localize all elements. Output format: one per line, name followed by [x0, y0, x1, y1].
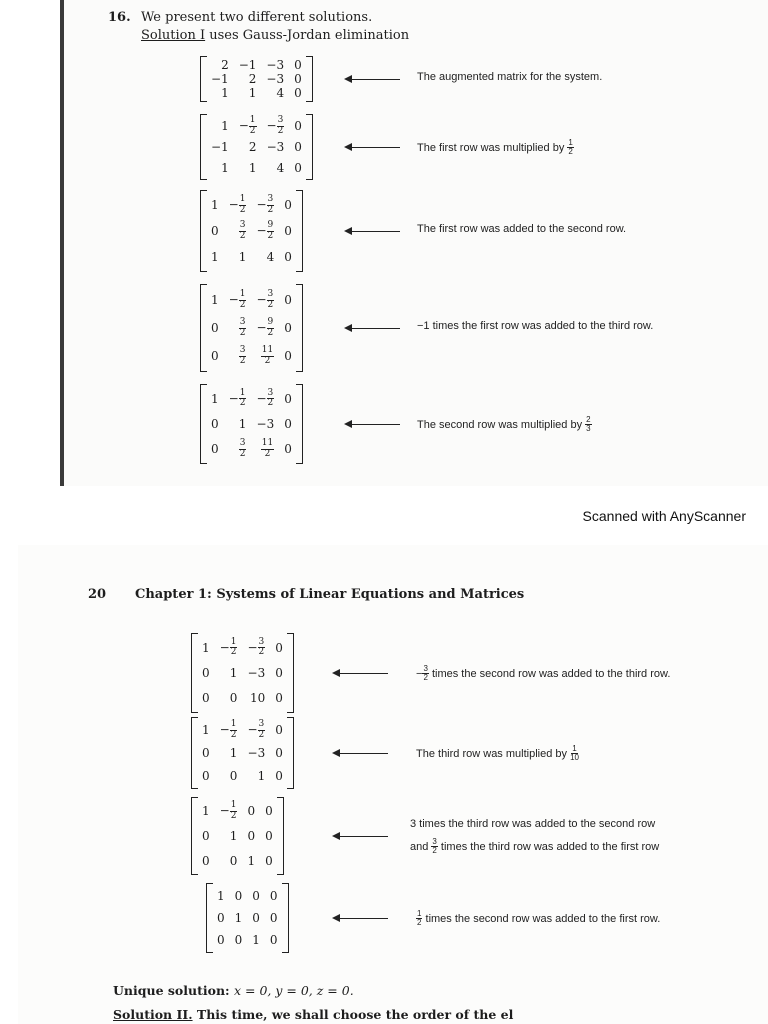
numerator: 1	[249, 115, 256, 126]
augmented-matrix	[200, 190, 303, 272]
numerator: 11	[261, 438, 274, 449]
matrix-entry: 0	[202, 768, 210, 783]
matrix-entry: − $\frac{1}{2}$	[219, 636, 237, 658]
matrix-entry: 0	[202, 665, 210, 680]
matrix-entry: −3	[266, 58, 285, 72]
matrix-entry: − $\frac{9}{2}$	[256, 317, 274, 338]
matrix-cells	[198, 633, 287, 713]
matrix-entry: 1	[211, 250, 219, 264]
denominator: 2	[258, 647, 265, 658]
denominator: 2	[417, 918, 422, 928]
matrix-entry: 0	[275, 640, 283, 655]
matrix-entry: −1	[211, 139, 229, 154]
matrix-cells	[198, 717, 287, 789]
matrix-entry: 0	[217, 933, 225, 947]
left-arrow	[346, 79, 400, 80]
matrix-entry: 1	[221, 160, 229, 175]
numerator: 11	[261, 345, 274, 356]
denominator: 2	[239, 327, 246, 338]
matrix-entry: 0	[284, 416, 292, 431]
numerator: 2	[586, 415, 591, 424]
denominator: 2	[267, 230, 274, 241]
numerator: 3	[423, 664, 428, 673]
note-fraction	[570, 744, 579, 763]
matrix-entry: 1	[229, 665, 238, 680]
numerator: 3	[258, 636, 265, 647]
left-arrow	[334, 918, 388, 919]
numerator: 1	[417, 909, 422, 918]
augmented-matrix	[200, 114, 313, 180]
numerator: 1	[239, 194, 246, 205]
matrix-entry: 1	[257, 768, 266, 783]
note-fraction	[567, 138, 573, 157]
denominator: 3	[586, 424, 591, 434]
matrix-entry: 4	[266, 250, 275, 264]
note-text: The first row was added to the second row.	[417, 223, 627, 235]
fraction	[239, 195, 247, 215]
step-note	[417, 71, 602, 83]
numerator: 3	[239, 220, 246, 231]
numerator: 1	[572, 744, 577, 753]
matrix-entry: 0	[294, 160, 302, 175]
matrix-entry: 0	[284, 250, 292, 264]
denominator: 2	[267, 204, 274, 215]
denominator: 2	[239, 355, 246, 366]
matrix-entry: −3	[247, 665, 266, 680]
left-bracket	[200, 114, 207, 180]
matrix-cells	[207, 190, 296, 272]
numerator: 1	[230, 636, 237, 647]
note-text: times the second row was added to the first row.	[422, 912, 661, 925]
note-text: −1 times the first row was added to the third row.	[417, 320, 654, 332]
matrix-entry: 4	[276, 86, 285, 100]
fraction	[258, 638, 266, 658]
right-bracket	[296, 190, 303, 272]
matrix-entry: 1	[248, 160, 257, 175]
matrix-entry: 0	[294, 72, 302, 86]
numerator: 9	[267, 220, 274, 231]
fraction	[277, 116, 285, 136]
fraction	[239, 439, 247, 459]
right-bracket	[287, 717, 294, 789]
matrix-entry: 0	[275, 723, 283, 738]
numerator: 1	[230, 800, 237, 811]
denominator: 2	[239, 204, 246, 215]
left-bracket	[191, 633, 198, 713]
denominator: 2	[264, 448, 271, 459]
matrix-entry	[261, 439, 274, 459]
solution-two	[113, 1007, 513, 1022]
matrix-entry: 0	[275, 745, 283, 760]
solution-two-text: This time, we shall choose the order of the el	[192, 1007, 514, 1022]
matrix-entry: 1	[229, 745, 238, 760]
denominator: 2	[230, 810, 237, 821]
solution-heading	[141, 28, 409, 43]
matrix-entry: 0	[275, 691, 283, 706]
denominator: 2	[239, 448, 246, 459]
matrix-entry: 1	[229, 828, 238, 843]
step-note	[410, 818, 655, 830]
note-text: times the second row was added to the third row.	[428, 667, 671, 680]
matrix-entry: 0	[265, 853, 273, 868]
left-bracket	[200, 284, 207, 372]
matrix-entry: 0	[294, 86, 302, 100]
matrix-entry: − $\frac{1}{2}$	[228, 289, 246, 310]
matrix-entry: 1	[211, 293, 219, 307]
matrix-entry: 0	[234, 889, 243, 903]
matrix-entry: − $\frac{1}{2}$	[228, 194, 246, 215]
denominator: 2	[267, 299, 274, 310]
augmented-matrix	[206, 883, 289, 953]
matrix-entry: 0	[275, 768, 283, 783]
matrix-entry: 10	[249, 691, 266, 706]
matrix-entry: − $\frac{1}{2}$	[238, 115, 256, 136]
problem-intro: We present two different solutions.	[141, 10, 373, 25]
fraction	[267, 221, 275, 241]
denominator: 2	[432, 846, 437, 856]
denominator: 10	[570, 753, 579, 763]
matrix-entry: − $\frac{9}{2}$	[256, 220, 274, 241]
note-text: times the third row was added to the first row	[437, 840, 660, 853]
matrix-entry: 0	[202, 828, 210, 843]
matrix-entry: 2	[248, 139, 257, 154]
left-arrow	[334, 836, 388, 837]
matrix-entry: 0	[211, 442, 219, 457]
matrix-entry: − $\frac{3}{2}$	[247, 636, 265, 658]
left-bracket	[200, 190, 207, 272]
bottom-page	[18, 545, 768, 1024]
matrix-entry: 0	[229, 853, 238, 868]
numerator: 1	[568, 138, 573, 147]
denominator: 2	[230, 647, 237, 658]
matrix-entry: − $\frac{3}{2}$	[266, 115, 284, 136]
fraction	[258, 720, 266, 740]
left-bracket	[191, 717, 198, 789]
matrix-entry: 0	[202, 745, 210, 760]
fraction	[261, 346, 274, 366]
matrix-entry: 0	[284, 391, 292, 406]
note-text: The second row was multiplied by	[417, 418, 586, 431]
augmented-matrix	[200, 284, 303, 372]
matrix-entry: −3	[247, 745, 266, 760]
matrix-entry: 1	[202, 804, 210, 819]
denominator: 2	[249, 125, 256, 136]
problem-number: 16.	[108, 10, 131, 25]
matrix-entry: 0	[294, 58, 302, 72]
matrix-entry: 1	[221, 86, 229, 100]
left-arrow	[346, 147, 400, 148]
matrix-entry: 0	[211, 416, 219, 431]
matrix-entry: 0	[284, 321, 292, 335]
numerator: 3	[239, 438, 246, 449]
matrix-entry: − $\frac{3}{2}$	[256, 387, 274, 409]
numerator: 3	[239, 345, 246, 356]
matrix-entry: 1	[248, 86, 257, 100]
fraction	[239, 290, 247, 310]
fraction	[239, 318, 247, 338]
numerator: 1	[239, 387, 246, 398]
step-note	[416, 745, 579, 763]
matrix-entry: 0	[234, 933, 243, 947]
step-note	[417, 416, 592, 434]
augmented-matrix	[191, 797, 284, 875]
matrix-entry: 1	[211, 391, 219, 406]
matrix-entry: 0	[252, 889, 260, 903]
denominator: 2	[277, 125, 284, 136]
matrix-cells	[213, 883, 282, 953]
denominator: 2	[423, 673, 428, 683]
unique-solution-value: x = 0, y = 0, z = 0.	[234, 983, 354, 998]
denominator: 2	[239, 398, 246, 409]
denominator: 2	[267, 327, 274, 338]
numerator: 1	[239, 289, 246, 300]
matrix-entry: 0	[217, 911, 225, 925]
step-note	[417, 320, 653, 332]
step-note	[417, 223, 626, 235]
augmented-matrix	[200, 56, 313, 102]
matrix-entry: 0	[269, 889, 278, 903]
matrix-cells	[207, 56, 306, 102]
numerator: 3	[239, 317, 246, 328]
note-text: and	[410, 840, 432, 853]
fraction	[570, 745, 579, 763]
right-bracket	[306, 114, 313, 180]
right-bracket	[287, 633, 294, 713]
numerator: 3	[267, 194, 274, 205]
matrix-entry	[239, 318, 247, 338]
top-page	[60, 0, 768, 486]
denominator: 2	[230, 729, 237, 740]
matrix-entry: 0	[269, 933, 278, 947]
matrix-entry: 0	[202, 853, 210, 868]
fraction	[261, 439, 274, 459]
numerator: 3	[267, 289, 274, 300]
matrix-entry: −1	[238, 58, 257, 72]
matrix-entry	[239, 439, 247, 459]
matrix-entry: 1	[252, 933, 260, 947]
denominator: 2	[267, 398, 274, 409]
matrix-entry: 0	[211, 224, 219, 238]
note-text: The first row was multiplied by	[417, 141, 568, 154]
fraction	[585, 416, 591, 434]
matrix-entry: 0	[284, 293, 292, 307]
fraction	[239, 389, 247, 409]
matrix-entry: 4	[276, 160, 285, 175]
note-text: −	[416, 667, 423, 680]
matrix-entry: 1	[217, 889, 225, 903]
fraction	[267, 318, 275, 338]
denominator: 2	[264, 355, 271, 366]
matrix-entry: −3	[256, 416, 275, 431]
matrix-entry: 0	[247, 804, 256, 819]
matrix-entry: 1	[202, 640, 210, 655]
matrix-entry	[239, 221, 247, 241]
matrix-entry: 1	[221, 119, 229, 134]
note-text: The third row was multiplied by	[416, 747, 571, 760]
numerator: 1	[230, 719, 237, 730]
unique-solution-label: Unique solution:	[113, 983, 234, 998]
matrix-entry: − $\frac{1}{2}$	[228, 387, 246, 409]
left-bracket	[206, 883, 213, 953]
right-bracket	[296, 284, 303, 372]
fraction	[230, 720, 238, 740]
right-bracket	[282, 883, 289, 953]
left-bracket	[191, 797, 198, 875]
solution-label: Solution I	[141, 28, 206, 43]
solution-two-label: Solution II.	[113, 1007, 193, 1022]
matrix-entry: 0	[265, 804, 273, 819]
denominator: 2	[239, 230, 246, 241]
matrix-entry: 0	[229, 691, 238, 706]
left-bracket	[200, 384, 207, 464]
fraction	[239, 346, 247, 366]
fraction	[267, 195, 275, 215]
matrix-entry: 1	[211, 198, 219, 212]
unique-solution	[113, 983, 354, 998]
numerator: 3	[267, 387, 274, 398]
matrix-entry: 1	[238, 416, 247, 431]
fraction	[230, 801, 238, 821]
step-note	[410, 838, 659, 856]
fraction	[267, 290, 275, 310]
numerator: 9	[267, 317, 274, 328]
matrix-entry: 0	[284, 349, 292, 363]
matrix-entry: 0	[275, 665, 283, 680]
left-bracket	[200, 56, 207, 102]
left-arrow	[334, 673, 388, 674]
denominator: 2	[239, 299, 246, 310]
left-arrow	[346, 424, 400, 425]
step-note	[416, 665, 670, 683]
right-bracket	[277, 797, 284, 875]
matrix-cells	[207, 384, 296, 464]
fraction	[567, 139, 573, 157]
matrix-entry: −3	[266, 139, 285, 154]
page-number: 20	[88, 587, 107, 602]
left-arrow	[346, 231, 400, 232]
matrix-entry: −3	[266, 72, 285, 86]
right-bracket	[306, 56, 313, 102]
augmented-matrix	[200, 384, 303, 464]
chapter-title: Chapter 1: Systems of Linear Equations and Matrices	[135, 587, 525, 602]
matrix-entry: 0	[284, 198, 292, 212]
matrix-entry: 1	[234, 911, 243, 925]
augmented-matrix	[191, 717, 294, 789]
fraction	[267, 389, 275, 409]
augmented-matrix	[191, 633, 294, 713]
matrix-entry	[261, 346, 274, 366]
matrix-entry: − $\frac{3}{2}$	[247, 719, 265, 740]
matrix-entry: − $\frac{3}{2}$	[256, 194, 274, 215]
matrix-cells	[198, 797, 277, 875]
note-text: 3 times the third row was added to the second row	[410, 818, 656, 830]
note-fraction	[585, 415, 591, 434]
matrix-entry: 0	[229, 768, 238, 783]
step-note	[416, 910, 660, 928]
matrix-entry: − $\frac{1}{2}$	[219, 719, 237, 740]
denominator: 2	[568, 147, 573, 157]
matrix-entry: 1	[202, 723, 210, 738]
matrix-entry: 0	[252, 911, 260, 925]
matrix-entry: 1	[247, 853, 256, 868]
fraction	[230, 638, 238, 658]
numerator: 3	[432, 837, 437, 846]
matrix-entry: 0	[265, 828, 273, 843]
matrix-entry: 0	[269, 911, 278, 925]
matrix-entry: 2	[221, 58, 229, 72]
matrix-entry: − $\frac{1}{2}$	[219, 800, 237, 821]
matrix-entry: 0	[211, 349, 219, 363]
matrix-entry: 0	[284, 224, 292, 238]
matrix-entry: 0	[284, 442, 292, 457]
step-note	[417, 139, 574, 157]
matrix-entry	[239, 346, 247, 366]
numerator: 3	[277, 115, 284, 126]
matrix-entry: 0	[247, 828, 256, 843]
matrix-entry: −1	[211, 72, 229, 86]
matrix-entry: 0	[294, 119, 302, 134]
matrix-entry: 0	[211, 321, 219, 335]
left-arrow	[346, 328, 400, 329]
matrix-entry: 2	[248, 72, 257, 86]
matrix-cells	[207, 284, 296, 372]
matrix-entry: 0	[294, 139, 302, 154]
fraction	[239, 221, 247, 241]
right-bracket	[296, 384, 303, 464]
denominator: 2	[258, 729, 265, 740]
solution-description: uses Gauss-Jordan elimination	[205, 28, 410, 43]
matrix-entry: − $\frac{3}{2}$	[256, 289, 274, 310]
fraction	[249, 116, 257, 136]
scanner-watermark: Scanned with AnyScanner	[582, 508, 746, 524]
numerator: 3	[258, 719, 265, 730]
note-text: The augmented matrix for the system.	[417, 71, 603, 83]
matrix-entry: 0	[202, 691, 210, 706]
left-arrow	[334, 753, 388, 754]
matrix-entry: 1	[238, 250, 247, 264]
matrix-cells	[207, 114, 306, 180]
